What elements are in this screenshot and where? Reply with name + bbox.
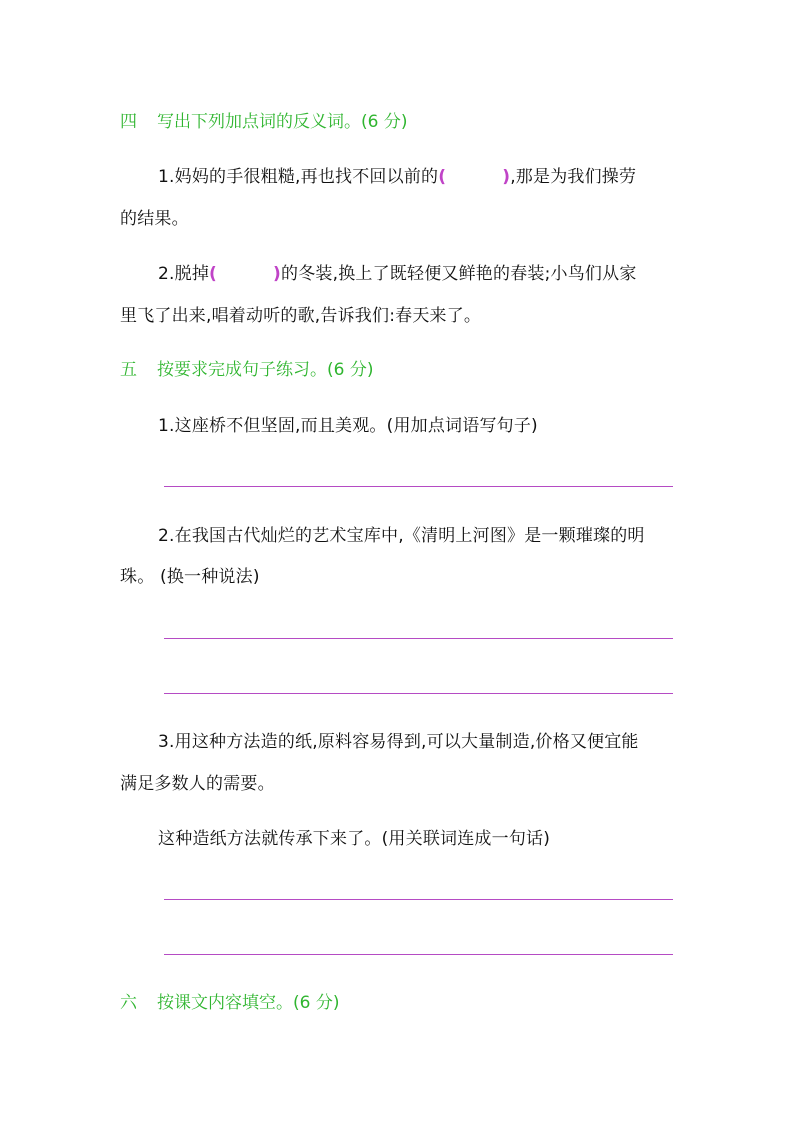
- question-5-2-line2: 珠。 (换一种说法): [120, 567, 260, 587]
- question-5-2-line1: 2.在我国古代灿烂的艺术宝库中,《清明上河图》是一颗璀璨的明: [158, 526, 645, 546]
- question-5-3-line3: 这种造纸方法就传承下来了。(用关联词连成一句话): [158, 829, 551, 849]
- question-4-1-line1: [158, 162, 636, 187]
- section-5-number: 五: [120, 360, 137, 380]
- question-4-2-line2: 里飞了出来,唱着动听的歌,告诉我们:春天来了。: [120, 306, 482, 326]
- answer-line[interactable]: [164, 638, 673, 639]
- question-4-1-text: 1.妈妈的手很粗糙,再也找不回以前的: [158, 167, 439, 187]
- answer-blank-close: ): [502, 167, 511, 187]
- section-4-title: 写出下列加点词的反义词。(6 分): [157, 112, 408, 132]
- answer-blank-close: ): [273, 264, 281, 284]
- question-5-1: 1.这座桥不但坚固,而且美观。(用加点词语写句子): [158, 416, 538, 436]
- question-4-2-line1: [158, 259, 637, 284]
- section-6-heading: [120, 988, 339, 1013]
- answer-blank-open: (: [209, 264, 218, 284]
- section-4-heading: [120, 107, 407, 132]
- answer-line[interactable]: [164, 899, 673, 900]
- section-5-heading: [120, 355, 373, 380]
- question-4-1-text-after: ,那是为我们操劳: [510, 167, 637, 187]
- question-4-2-text: 2.脱掉: [158, 264, 210, 284]
- section-4-number: 四: [120, 112, 137, 132]
- section-6-number: 六: [120, 993, 137, 1013]
- section-5-title: 按要求完成句子练习。(6 分): [157, 360, 374, 380]
- question-4-1-line2: 的结果。: [120, 209, 189, 229]
- section-6-title: 按课文内容填空。(6 分): [157, 993, 340, 1013]
- question-4-2-text-after: 的冬装,换上了既轻便又鲜艳的春装;小鸟们从家: [281, 264, 637, 284]
- question-5-3-line2: 满足多数人的需要。: [120, 774, 275, 794]
- answer-line[interactable]: [164, 954, 673, 955]
- question-5-3-line1: 3.用这种方法造的纸,原料容易得到,可以大量制造,价格又便宜能: [158, 732, 639, 752]
- answer-blank-open: (: [438, 167, 447, 187]
- answer-line[interactable]: [164, 693, 673, 694]
- answer-line[interactable]: [164, 486, 673, 487]
